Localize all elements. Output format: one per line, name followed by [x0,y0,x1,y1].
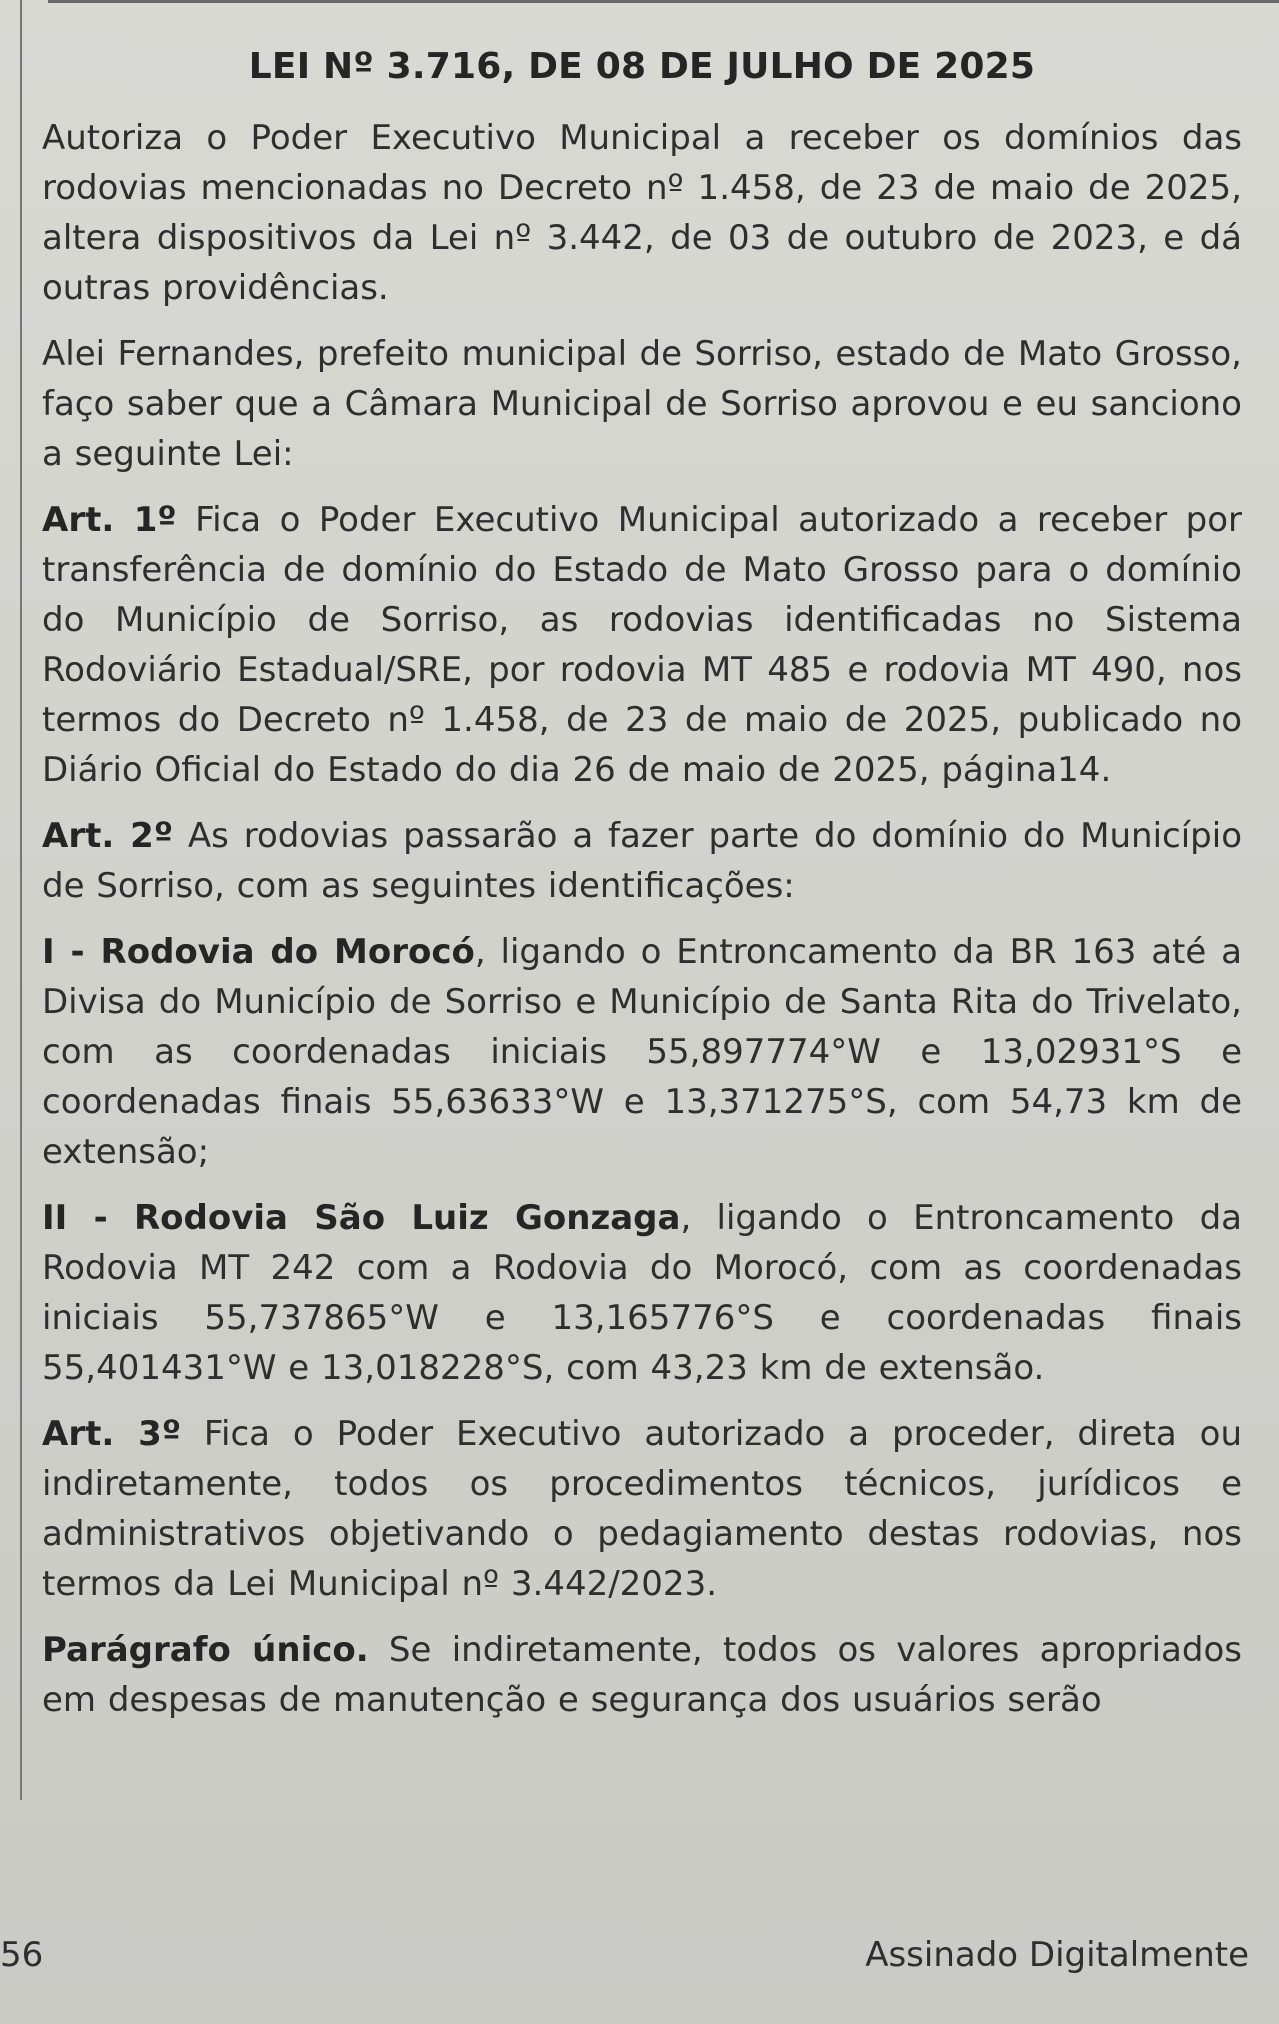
item-2 [42,1193,1242,1393]
item-1-text: , ligando o Entroncamento da BR 163 até a Divisa do Município de Sorriso e Município de Santa Rita do Trivelato, com as coordenadas iniciais 55,897774°W e 13,02931°S e coordenadas finais 55,63633°W e 13,371275°S, com 54,73 km de extensão; [42,932,1242,1172]
paragrafo-unico-text: Se indiretamente, todos os valores apropriados em despesas de manutenção e segurança dos usuários serão [42,1630,1242,1720]
article-3-text: Fica o Poder Executivo autorizado a proceder, direta ou indiretamente, todos os procedimentos técnicos, jurídicos e administrativos objetivando o pedagiamento destas rodovias, nos termos da Lei Municipal nº 3.442/2023. [42,1414,1242,1604]
law-preamble: Alei Fernandes, prefeito municipal de Sorriso, estado de Mato Grosso, faço saber que a Câmara Municipal de Sorriso aprovou e eu sanciono a seguinte Lei: [42,334,1242,474]
paragrafo-unico [42,1625,1242,1725]
item-1 [42,927,1242,1177]
law-ementa: Autoriza o Poder Executivo Municipal a receber os domínios das rodovias mencionadas no Decreto nº 1.458, de 23 de maio de 2025, altera dispositivos da Lei nº 3.442, de 03 de outubro de 2023, e dá outras providências. [42,118,1242,308]
item-2-text: , ligando o Entroncamento da Rodovia MT 242 com a Rodovia do Morocó, com as coordenadas iniciais 55,737865°W e 13,165776°S e coordenadas finais 55,401431°W e 13,018228°S, com 43,23 km de extensão. [42,1198,1242,1388]
page-footer [0,1930,1279,1980]
article-2 [42,811,1242,911]
law-title: LEI Nº 3.716, DE 08 DE JULHO DE 2025 [248,46,1036,87]
article-2-text: As rodovias passarão a fazer parte do domínio do Município de Sorriso, com as seguintes identificações: [42,816,1242,906]
paragrafo-unico-label: Parágrafo único. [42,1630,369,1670]
article-1 [42,495,1242,795]
law-text-column [42,46,1242,1741]
article-1-text: Fica o Poder Executivo Municipal autorizado a receber por transferência de domínio do Estado de Mato Grosso para o domínio do Município de Sorriso, as rodovias identificadas no Sistema Rodoviário Estadual/SRE, por rodovia MT 485 e rodovia MT 490, nos termos do Decreto nº 1.458, de 23 de maio de 2025, publicado no Diário Oficial do Estado do dia 26 de maio de 2025, página14. [42,500,1242,790]
digital-signature-note: Assinado Digitalmente [865,1935,1249,1975]
item-2-label: II - Rodovia São Luiz Gonzaga [42,1198,681,1238]
article-3 [42,1409,1242,1609]
article-3-label: Art. 3º [42,1414,182,1454]
article-1-label: Art. 1º [42,500,177,540]
article-2-label: Art. 2º [42,816,173,856]
page-number: 56 [0,1935,44,1975]
left-divider [20,0,22,1800]
item-1-label: I - Rodovia do Morocó [42,932,475,972]
top-divider [48,0,1279,3]
